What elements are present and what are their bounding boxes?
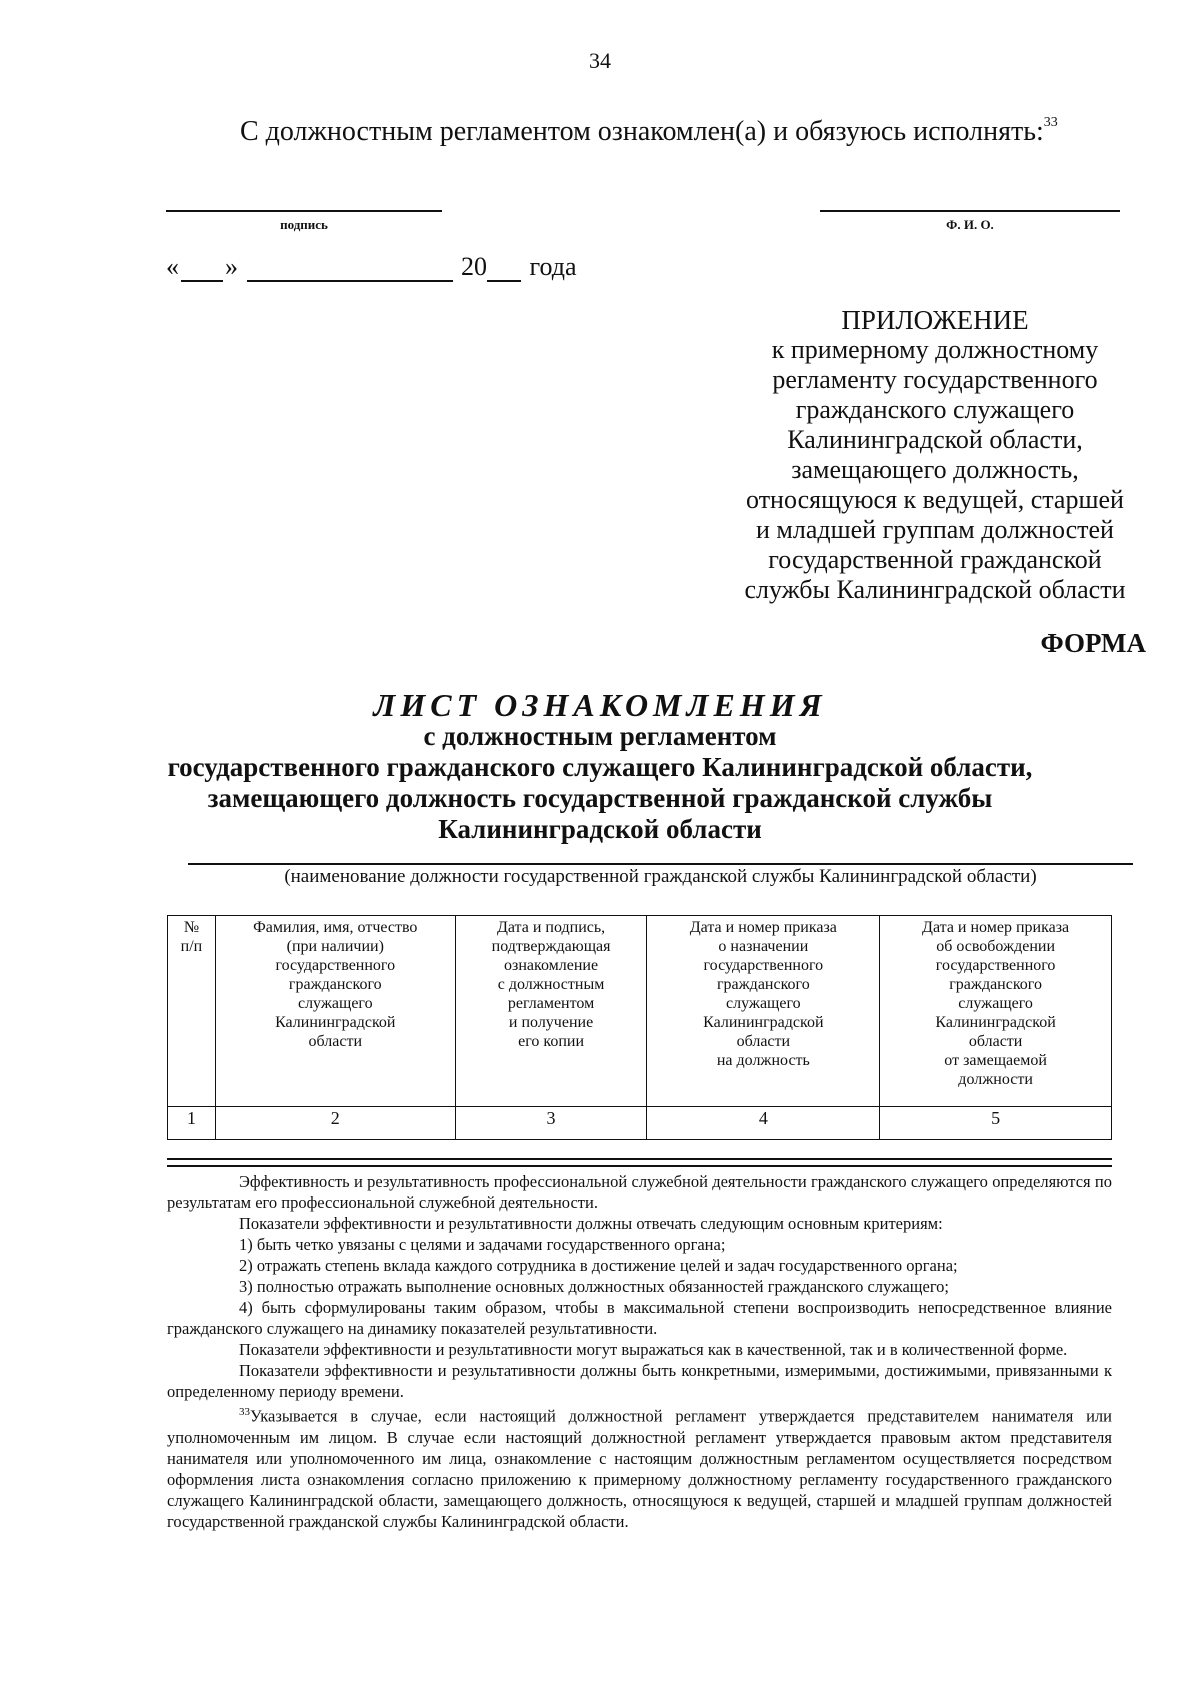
footnote-text: Указывается в случае, если настоящий должностной регламент утверждается представителем нанимателя или уполномоченным им лицом. В случае если настоящий должностной регламент утверждается правовым актом представителя нанимателя или уполномоченного им лица, ознакомление с настоящим должностным регламентом осуществляется посредством оформления листа ознакомления согласно приложению к примерному должностному регламенту государственного гражданского служащего Калининградской области, замещающего должность, относящуюся к ведущей, старшей и младшей группам должностей государственной гражданской службы Калининградской области.: [167, 1406, 1112, 1531]
sheet-title: ЛИСТ ОЗНАКОМЛЕНИЯ: [373, 687, 827, 723]
name-line: [820, 210, 1120, 212]
year-prefix: 20: [461, 252, 487, 281]
appendix-line: регламенту государственного: [772, 365, 1098, 394]
appendix-line: и младшей группам должностей: [756, 515, 1114, 544]
sheet-subtitle-line: государственного гражданского служащего Калининградской области,: [167, 752, 1033, 782]
year-suffix: года: [529, 252, 577, 281]
appendix-line: относящуюся к ведущей, старшей: [746, 485, 1124, 514]
signature-line: [166, 210, 442, 212]
sheet-title-block: [0, 687, 1200, 845]
column-number: 2: [215, 1107, 455, 1140]
body-text: [167, 1171, 1112, 1532]
header-date-signature: Дата и подпись, подтверждающая ознакомление с должностным регламентом и получение его копии: [455, 916, 647, 1107]
appendix-line: службы Калининградской области: [744, 575, 1126, 604]
position-line: [188, 863, 1133, 865]
column-number: 1: [168, 1107, 216, 1140]
column-number: 4: [647, 1107, 880, 1140]
year-blank: [487, 258, 521, 282]
header-full-name: Фамилия, имя, отчество (при наличии) государственного гражданского служащего Калининградской области: [215, 916, 455, 1107]
position-caption: (наименование должности государственной гражданской службы Калининградской области): [284, 866, 1037, 887]
date-row: [166, 252, 577, 282]
acknowledgement-table: [167, 915, 1112, 1140]
name-caption: Ф. И. О.: [946, 217, 994, 232]
footnote-number: 33: [239, 1406, 250, 1418]
footnote: [167, 1402, 1112, 1532]
header-dismissal-order: Дата и номер приказа об освобождении государственного гражданского служащего Калининградской области от замещаемой должности: [880, 916, 1112, 1107]
acknowledgement-line: [240, 116, 1058, 148]
separator-rule: [167, 1165, 1112, 1167]
header-appointment-order: Дата и номер приказа о назначении государственного гражданского служащего Калининградской области на должность: [647, 916, 880, 1107]
footnote-ref: 33: [1043, 114, 1058, 130]
body-paragraph: Показатели эффективности и результативности могут выражаться как в качественной, так и в количественной форме.: [239, 1340, 1068, 1359]
table-number-row: [168, 1107, 1112, 1140]
sheet-subtitle-line: замещающего должность государственной гражданской службы: [207, 783, 993, 813]
appendix-title: ПРИЛОЖЕНИЕ: [841, 305, 1029, 335]
criterion-item: 3) полностью отражать выполнение основных должностных обязанностей гражданского служащего;: [239, 1277, 950, 1296]
column-number: 3: [455, 1107, 647, 1140]
column-number: 5: [880, 1107, 1112, 1140]
appendix-line: замещающего должность,: [791, 455, 1079, 484]
form-label: ФОРМА: [1040, 628, 1146, 658]
sheet-subtitle-line: с должностным регламентом: [423, 721, 777, 751]
day-blank: [181, 258, 223, 282]
appendix-line: гражданского служащего: [795, 395, 1075, 424]
criterion-item: 1) быть четко увязаны с целями и задачами государственного органа;: [239, 1235, 726, 1254]
separator-rule: [167, 1158, 1112, 1160]
appendix-block: [720, 305, 1150, 605]
signature-caption: подпись: [280, 217, 328, 232]
header-number: № п/п: [168, 916, 216, 1107]
criterion-item: 2) отражать степень вклада каждого сотрудника в достижение целей и задач государственного органа;: [239, 1256, 958, 1275]
appendix-line: к примерному должностному: [771, 335, 1099, 364]
criterion-item: 4) быть сформулированы таким образом, чтобы в максимальной степени воспроизводить непосредственное влияние гражданского служащего на динамику показателей результативности.: [167, 1298, 1112, 1338]
table-header-row: [168, 916, 1112, 1107]
body-paragraph: Показатели эффективности и результативности должны отвечать следующим основным критериям:: [239, 1214, 943, 1233]
body-paragraph: Показатели эффективности и результативности должны быть конкретными, измеримыми, достижимыми, привязанными к определенному периоду времени.: [167, 1361, 1112, 1401]
month-blank: [247, 258, 453, 282]
date-open-quote: «: [166, 252, 179, 281]
appendix-line: государственной гражданской: [768, 545, 1102, 574]
appendix-line: Калининградской области,: [787, 425, 1083, 454]
page-number: 34: [589, 48, 611, 73]
body-paragraph: Эффективность и результативность профессиональной служебной деятельности гражданского служащего определяются по результатам его профессиональной служебной деятельности.: [167, 1172, 1112, 1212]
sheet-subtitle-line: Калининградской области: [438, 814, 762, 844]
acknowledgement-text: С должностным регламентом ознакомлен(а) и обязуюсь исполнять:: [240, 116, 1044, 147]
date-close-quote: »: [225, 252, 238, 281]
